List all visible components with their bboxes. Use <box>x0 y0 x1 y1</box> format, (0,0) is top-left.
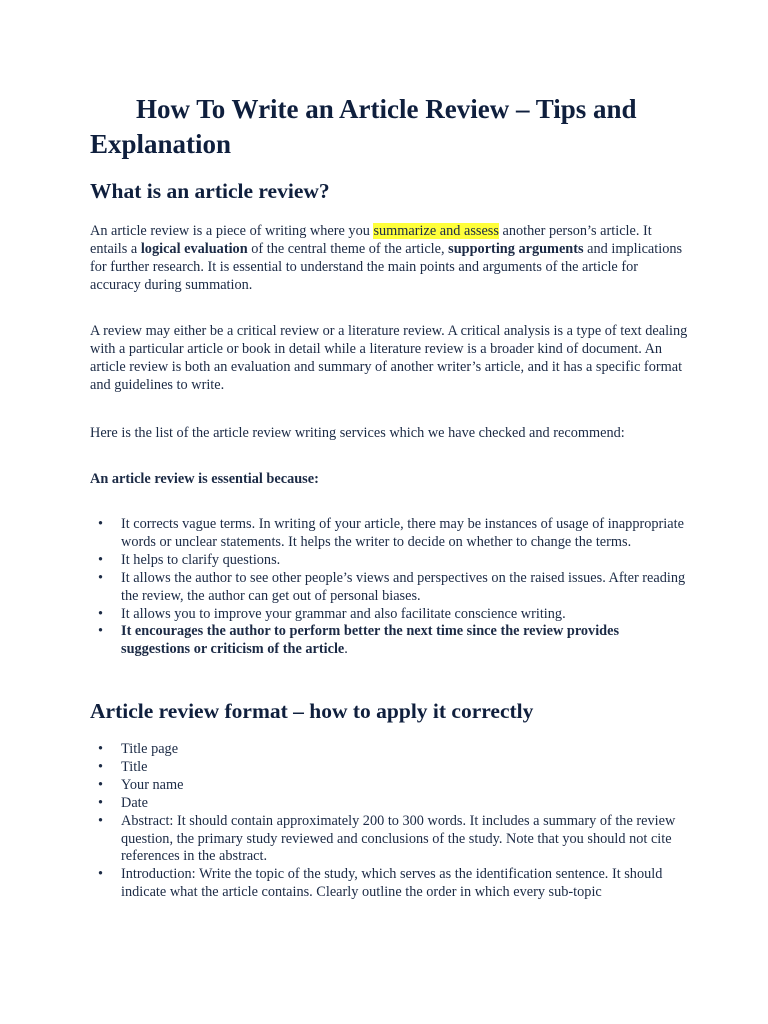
list-item <box>90 516 690 552</box>
list-item-text: It allows the author to see other people’s views and perspectives on the raised issues. After reading the review, the author can get out of personal biases. <box>121 569 686 604</box>
bullet-icon: • <box>98 866 104 883</box>
intro-text-3: of the central theme of the article, <box>247 240 449 257</box>
list-item <box>90 552 690 570</box>
list-item <box>90 777 690 795</box>
bullet-icon: • <box>98 758 104 775</box>
list-item-text: Title page <box>121 741 179 757</box>
bullet-icon: • <box>98 569 104 586</box>
essential-because-label: An article review is essential because: <box>90 471 319 487</box>
bullet-icon: • <box>98 794 104 811</box>
bold-supporting-arguments: supporting arguments <box>448 240 584 257</box>
bullet-icon: • <box>98 776 104 793</box>
list-item <box>90 623 690 659</box>
intro-text-2: another person’s article. It entails a <box>90 223 652 257</box>
page-title: How To Write an Article Review – Tips and Explanation <box>90 94 637 159</box>
bullet-icon: • <box>98 605 104 622</box>
bullet-icon: • <box>98 812 104 829</box>
list-item <box>90 759 690 777</box>
list-item-text: It allows you to improve your grammar and also facilitate conscience writing. <box>121 605 566 622</box>
services-list-paragraph: Here is the list of the article review writing services which we have checked and recommend: <box>90 425 625 441</box>
list-item-text: Title <box>121 758 148 775</box>
bullet-icon: • <box>98 741 104 757</box>
list-item <box>90 741 690 759</box>
intro-text-4: and implications for further research. It is essential to understand the main points and arguments of the article for accuracy during summation. <box>90 240 683 293</box>
list-item <box>90 795 690 813</box>
list-item-end: . <box>344 641 348 658</box>
format-list <box>90 741 690 902</box>
bullet-icon: • <box>98 623 104 640</box>
list-item-text: It helps to clarify questions. <box>121 551 281 568</box>
essential-reasons-list <box>90 516 690 659</box>
intro-paragraph <box>90 223 690 295</box>
list-item-text: It corrects vague terms. In writing of your article, there may be instances of usage of inappropriate words or unclear statements. It helps the writer to decide on whether to change the terms. <box>121 516 684 550</box>
highlighted-text: summarize and assess <box>373 223 499 239</box>
list-item <box>90 866 690 902</box>
list-item <box>90 606 690 624</box>
list-item-text: Your name <box>121 776 184 793</box>
list-item <box>90 570 690 606</box>
review-types-paragraph: A review may either be a critical review or a literature review. A critical analysis is a type of text dealing with a particular article or book in detail while a literature review is a broader kind of document. An article review is both an evaluation and summary of another writer’s article, and it has a specific format and guidelines to write. <box>90 323 688 393</box>
bullet-icon: • <box>98 551 104 568</box>
section-heading-format: Article review format – how to apply it correctly <box>90 699 534 723</box>
list-item-text: Date <box>121 794 148 811</box>
bullet-icon: • <box>98 516 104 532</box>
bold-logical-evaluation: logical evaluation <box>140 240 248 257</box>
list-item-text: Abstract: It should contain approximately 200 to 300 words. It includes a summary of the review question, the primary study reviewed and conclusions of the study. Note that you should not cite references in the abstract. <box>121 812 676 865</box>
list-item <box>90 813 690 867</box>
section-heading-what-is: What is an article review? <box>90 179 330 203</box>
list-item-text: Introduction: Write the topic of the study, which serves as the identification sentence. It should indicate what the article contains. Clearly outline the order in which every sub-topic <box>121 866 663 901</box>
intro-text-1: An article review is a piece of writing where you <box>90 223 374 239</box>
list-item-bold-text: It encourages the author to perform better the next time since the review provides suggestions or criticism of the article <box>121 623 620 658</box>
